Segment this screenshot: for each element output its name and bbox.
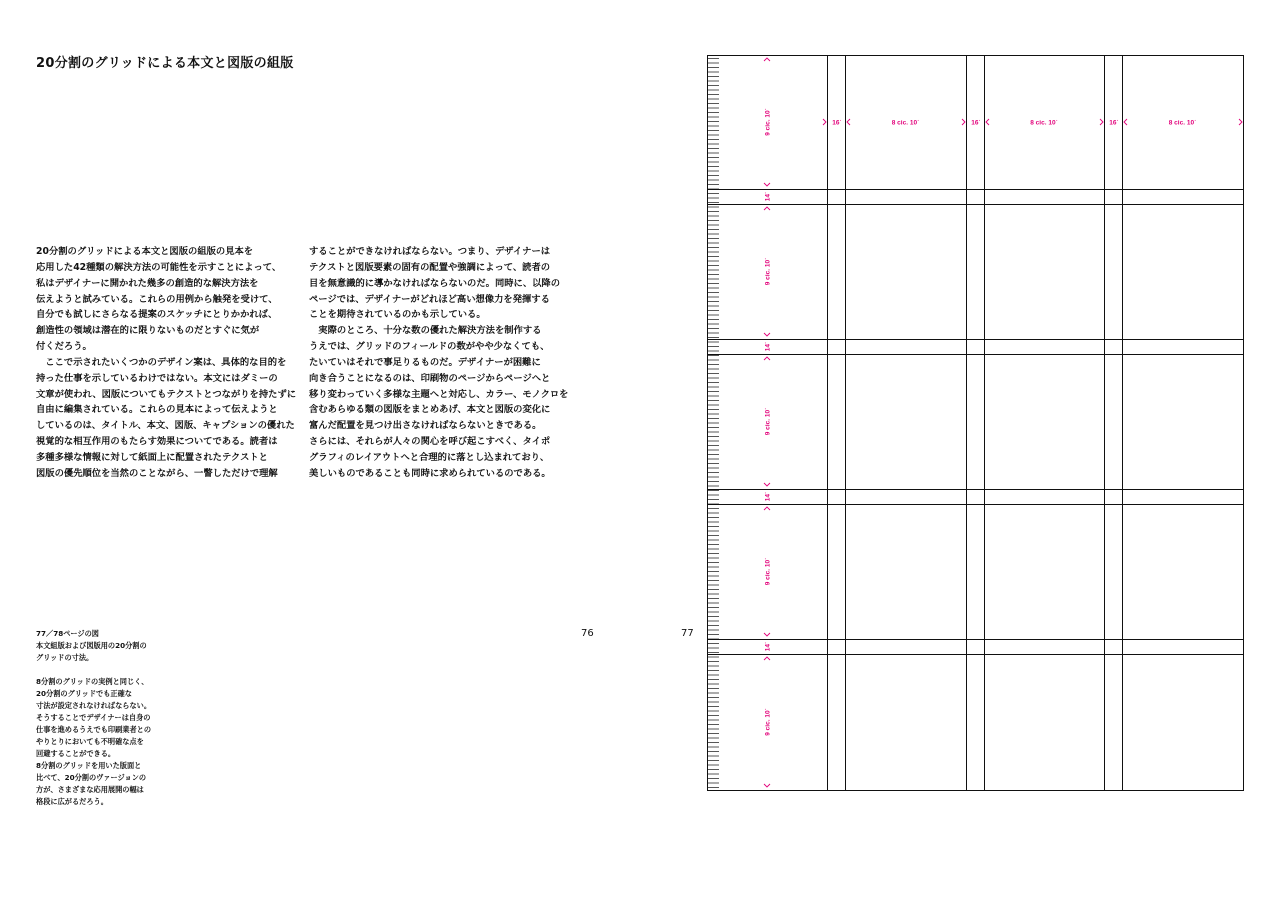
- dimension-arrow: [823, 119, 826, 125]
- column-width-label: 8 cic. 10˙: [1030, 119, 1058, 127]
- body-line: 図版の優先順位を当然のことながら、一瞥しただけで理解: [36, 467, 278, 479]
- body-line: 創造性の領域は潜在的に限りないものだとすぐに気が: [36, 325, 260, 337]
- body-line: 含むあらゆる類の図版をまとめあげ、本文と図版の変化に: [309, 404, 551, 416]
- body-line: 富んだ配置を見つけ出さなければならないときである。: [309, 420, 542, 432]
- body-line: 美しいものであることも同時に求められているのである。: [309, 467, 551, 479]
- column-gutter-label: 16˙: [1109, 119, 1119, 127]
- row-gutter-label: 14˙: [764, 191, 772, 202]
- dimension-arrow: [962, 119, 965, 125]
- caption-line: 仕事を進めるうえでも印刷業者との: [36, 725, 152, 734]
- caption-line: 方が、さまざまな応用展開の幅は: [36, 785, 144, 794]
- caption-line: そうすることでデザイナーは自身の: [36, 713, 151, 722]
- dimension-arrow: [1239, 119, 1242, 125]
- body-line: 移り変わっていく多様な主題へと対応し、カラー、モノクロを: [309, 388, 569, 400]
- body-line: グラフィのレイアウトへと合理的に落とし込まれており、: [309, 451, 550, 463]
- row-height-label: 9 cic. 10˙: [764, 257, 772, 286]
- row-height-label: 9 cic. 10˙: [764, 708, 772, 736]
- body-line: 応用した42種類の解決方法の可能性を示すことによって、: [36, 261, 282, 273]
- caption-line: 77／78ページの図: [36, 629, 99, 638]
- body-line: うえでは、グリッドのフィールドの数がやや少なくても、: [309, 341, 550, 353]
- dimension-arrow: [764, 183, 770, 186]
- caption-line: 8分割のグリッドを用いた版面と: [36, 761, 142, 770]
- column-gutter-label: 16˙: [971, 119, 981, 127]
- dimension-arrow: [764, 207, 770, 210]
- row-gutter-label: 14˙: [764, 491, 772, 502]
- body-line: ここで示されたいくつかのデザイン案は、具体的な目的を: [36, 356, 287, 368]
- body-line: 視覚的な相互作用のもたらす効果についてである。読者は: [36, 436, 278, 448]
- dimension-arrow: [764, 633, 770, 636]
- body-line: 持った仕事を示しているわけではない。本文にはダミーの: [36, 372, 278, 384]
- page-number-right: 77: [681, 628, 694, 639]
- body-line: 20分割のグリッドによる本文と図版の組版の見本を: [36, 246, 254, 257]
- dimension-arrow: [1124, 119, 1127, 125]
- row-gutter-label: 14˙: [764, 341, 772, 352]
- dimension-arrow: [764, 483, 770, 486]
- dimension-arrow: [764, 58, 770, 61]
- caption-line: グリッドの寸法。: [36, 653, 94, 662]
- body-line: 伝えようと試みている。これらの用例から触発を受けて、: [36, 293, 278, 305]
- body-line: ことを期待されているのかも示している。: [309, 309, 486, 321]
- caption-line: 8分割のグリッドの実例と同じく、: [36, 677, 149, 686]
- body-line: 目を無意識的に導かなければならないのだ。同時に、以降の: [309, 277, 561, 289]
- row-gutter-label: 14˙: [764, 641, 772, 652]
- grid-frame: [708, 56, 1244, 791]
- body-line: さらには、それらが人々の関心を呼び起こすべく、タイポ: [309, 436, 551, 448]
- body-line: 自分でも試しにさらなる提案のスケッチにとりかかれば、: [36, 309, 278, 321]
- body-line: しているのは、タイトル、本文、図版、キャプションの優れた: [36, 420, 295, 432]
- dimension-arrow: [764, 657, 770, 660]
- body-line: することができなければならない。つまり、デザイナーは: [309, 246, 551, 257]
- body-line: テクストと図版要素の固有の配置や強調によって、読者の: [309, 261, 551, 273]
- page-title: 20分割のグリッドによる本文と図版の組版: [36, 56, 294, 71]
- caption-line: 本文組版および図版用の20分割の: [36, 641, 147, 650]
- dimension-arrow: [764, 333, 770, 336]
- row-height-label: 9 cic. 10˙: [764, 108, 772, 136]
- body-line: 多種多様な情報に対して紙面上に配置されたテクストと: [36, 451, 268, 463]
- dimension-arrow: [764, 357, 770, 360]
- caption-line: 比べて、20分割のヴァージョンの: [36, 773, 147, 782]
- caption-line: 20分割のグリッドでも正確な: [36, 689, 132, 698]
- body-line: 私はデザイナーに開かれた幾多の創造的な解決方法を: [36, 277, 259, 289]
- dimension-arrow: [764, 784, 770, 787]
- body-line: 自由に編集されている。これらの見本によって伝えようと: [36, 404, 278, 416]
- dimension-arrow: [986, 119, 989, 125]
- caption-line: やりとりにおいても不明確な点を: [36, 737, 144, 746]
- dimension-arrow: [764, 507, 770, 510]
- column-gutter-label: 16˙: [832, 119, 842, 127]
- body-line: 文章が使われ、図版についてもテクストとつながりを持たずに: [36, 388, 297, 400]
- caption-line: 寸法が設定されなければならない。: [36, 701, 152, 710]
- column-width-label: 8 cic. 10˙: [1168, 119, 1197, 127]
- body-line: 実際のところ、十分な数の優れた解決方法を制作する: [309, 325, 542, 337]
- body-line: ページでは、デザイナーがどれほど高い想像力を発揮する: [309, 293, 550, 305]
- dimension-arrow: [847, 119, 850, 125]
- row-height-label: 9 cic. 10˙: [764, 407, 772, 436]
- caption-line: 格段に広がるだろう。: [36, 797, 108, 806]
- page-number-left: 76: [581, 628, 594, 639]
- column-width-label: 8 cic. 10˙: [891, 119, 920, 127]
- dimension-arrow: [1100, 119, 1103, 125]
- body-line: 付くだろう。: [36, 341, 92, 353]
- caption-line: 回避することができる。: [36, 749, 116, 758]
- row-height-label: 9 cic. 10˙: [764, 557, 772, 586]
- body-line: 向き合うことになるのは、印刷物のページからページへと: [309, 372, 551, 384]
- body-line: たいていはそれで事足りるものだ。デザイナーが困難に: [309, 356, 541, 368]
